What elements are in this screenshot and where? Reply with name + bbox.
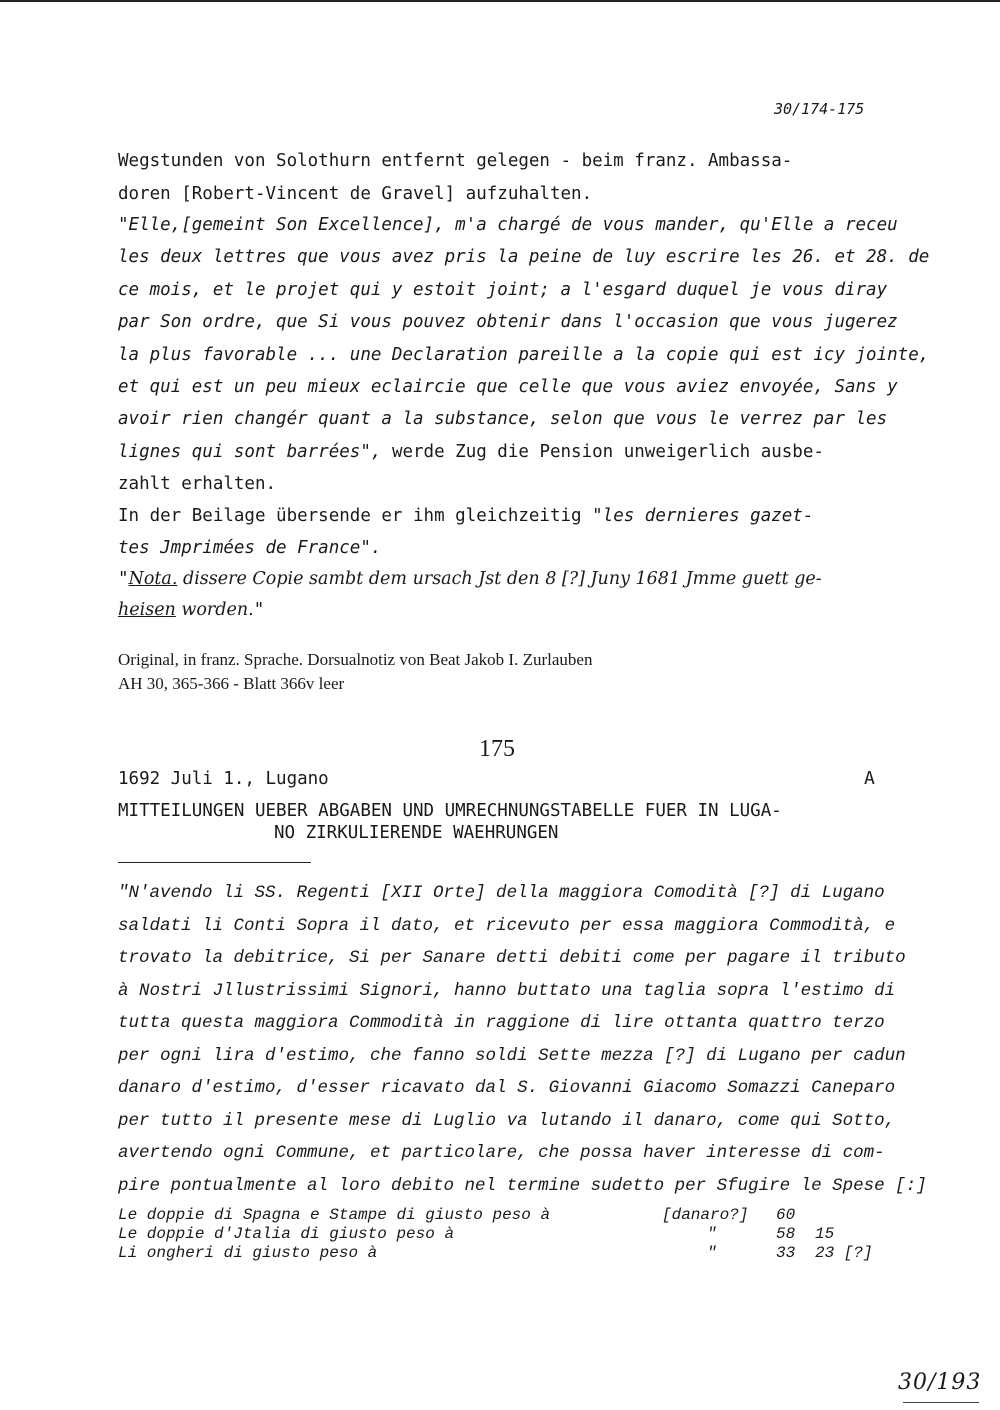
body-line: "N'avendo li SS. Regenti [XII Orte] della maggiora Comodità [?] di Lugano bbox=[118, 883, 885, 903]
previous-document-line: "Elle,[gemeint Son Excellence], m'a chargé de vous mander, qu'Elle a receu bbox=[118, 215, 898, 235]
table-row-value-1: 33 bbox=[776, 1244, 796, 1262]
previous-document-line: heisen worden." bbox=[118, 600, 265, 620]
page-top-border bbox=[0, 0, 1000, 2]
body-line: à Nostri Jllustrissimi Signori, hanno buttato una taglia sopra l'estimo di bbox=[118, 981, 896, 1001]
document-category: A bbox=[864, 768, 875, 789]
previous-document-line: par Son ordre, que Si vous pouvez obtenir dans l'occasion que vous jugerez bbox=[118, 312, 898, 332]
document-number: 175 bbox=[479, 736, 515, 762]
source-note-line-2: AH 30, 365-366 - Blatt 366v leer bbox=[118, 674, 345, 693]
document-date-place: 1692 Juli 1., Lugano bbox=[118, 769, 329, 789]
previous-document-line: "Nota. dissere Copie sambt dem ursach Jst den 8 [?] Juny 1681 Jmme guett ge- bbox=[118, 569, 822, 589]
table-row-unit: " bbox=[707, 1225, 717, 1243]
table-row-unit: " bbox=[707, 1244, 717, 1262]
table-row-value-1: 58 bbox=[776, 1225, 796, 1243]
previous-document-line: In der Beilage übersende er ihm gleichzeitig "les dernieres gazet- bbox=[118, 506, 814, 526]
previous-document-line: lignes qui sont barrées", werde Zug die Pension unweigerlich ausbe- bbox=[118, 442, 824, 462]
reference-number: 30/174-175 bbox=[774, 100, 865, 118]
archive-stamp: 30/193 bbox=[898, 1370, 982, 1395]
body-line: pire pontualmente al loro debito nel termine sudetto per Sfugire le Spese [:] bbox=[118, 1176, 927, 1196]
table-row-value-1: 60 bbox=[776, 1206, 796, 1224]
archive-stamp-underline bbox=[903, 1402, 979, 1403]
body-line: tutta questa maggiora Commodità in raggione di lire ottanta quattro terzo bbox=[118, 1013, 885, 1033]
previous-document-line: ce mois, et le projet qui y estoit joint; a l'esgard duquel je vous diray bbox=[118, 280, 888, 300]
document-title-line-1: MITTEILUNGEN UEBER ABGABEN UND UMRECHNUNGSTABELLE FUER IN LUGA- bbox=[118, 801, 782, 821]
table-row-label: Le doppie di Spagna e Stampe di giusto peso à bbox=[118, 1206, 551, 1224]
previous-document-line: avoir rien changér quant a la substance, selon que vous le verrez par les bbox=[118, 409, 888, 429]
previous-document-line: Wegstunden von Solothurn entfernt gelegen - beim franz. Ambassa- bbox=[118, 151, 793, 171]
previous-document-line: les deux lettres que vous avez pris la peine de luy escrire les 26. et 28. de bbox=[118, 247, 930, 267]
table-row-unit: [danaro?] bbox=[662, 1206, 749, 1224]
body-line: avertendo ogni Commune, et particolare, che possa haver interesse di com- bbox=[118, 1143, 885, 1163]
previous-document-line: doren [Robert-Vincent de Gravel] aufzuhalten. bbox=[118, 184, 593, 204]
section-divider bbox=[118, 862, 311, 863]
body-line: trovato la debitrice, Si per Sanare detti debiti come per pagare il tributo bbox=[118, 948, 906, 968]
body-line: per tutto il presente mese di Luglio va lutando il danaro, come qui Sotto, bbox=[118, 1111, 896, 1131]
document-title-line-2: NO ZIRKULIERENDE WAEHRUNGEN bbox=[274, 823, 559, 843]
previous-document-line: zahlt erhalten. bbox=[118, 474, 277, 494]
table-row-label: Le doppie d'Jtalia di giusto peso à bbox=[118, 1225, 455, 1243]
body-line: per ogni lira d'estimo, che fanno soldi Sette mezza [?] di Lugano per cadun bbox=[118, 1046, 906, 1066]
source-note-line-1: Original, in franz. Sprache. Dorsualnotiz von Beat Jakob I. Zurlauben bbox=[118, 650, 593, 669]
previous-document-line: et qui est un peu mieux eclaircie que celle que vous aviez envoyée, Sans y bbox=[118, 377, 898, 397]
table-row-value-2: 15 bbox=[815, 1225, 835, 1243]
table-row-value-2: 23 [?] bbox=[815, 1244, 873, 1262]
body-line: danaro d'estimo, d'esser ricavato dal S. Giovanni Giacomo Somazzi Caneparo bbox=[118, 1078, 896, 1098]
table-row-label: Li ongheri di giusto peso à bbox=[118, 1244, 378, 1262]
previous-document-line: la plus favorable ... une Declaration pareille a la copie qui est icy jointe, bbox=[118, 345, 930, 365]
body-line: saldati li Conti Sopra il dato, et ricevuto per essa maggiora Commodità, e bbox=[118, 916, 896, 936]
previous-document-line: tes Jmprimées de France". bbox=[118, 538, 382, 558]
